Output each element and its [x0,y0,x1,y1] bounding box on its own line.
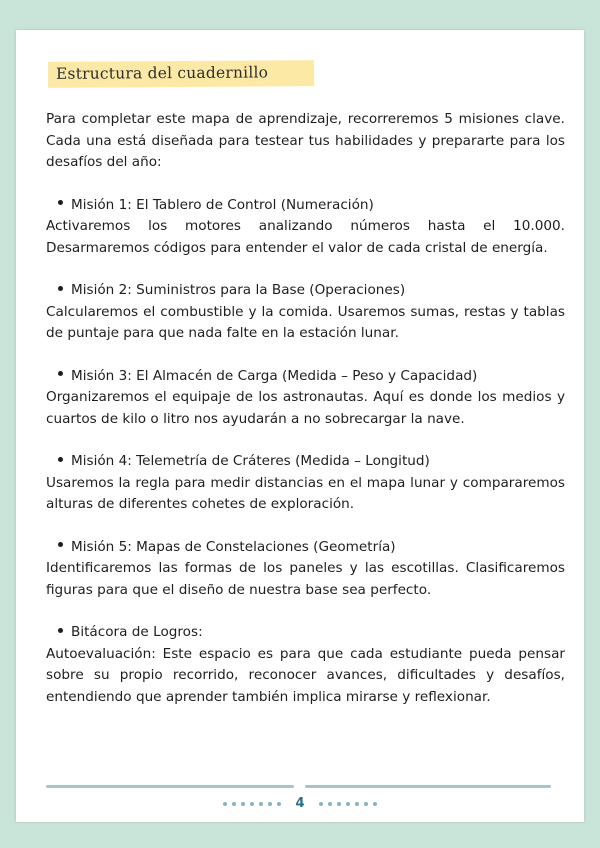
mission-heading [46,195,565,217]
dots-left-decoration [220,796,283,811]
bullet-icon [58,286,63,291]
bullet-icon [58,542,63,547]
mission-heading [46,451,565,473]
achievements-item [46,622,565,708]
bullet-icon [58,371,63,376]
mission-heading [46,537,565,559]
mission-text: Usaremos la regla para medir distancias en el mapa lunar y compararemos alturas de diferentes cohetes de exploración. [46,474,565,512]
section-title: Estructura del cuadernillo [55,63,269,83]
intro-paragraph: Para completar este mapa de aprendizaje, recorreremos 5 misiones clave. Cada una está diseñada para testear tus habilidades y prepararte para los desafíos del año: [46,111,565,170]
mission-title: Misión 4: Telemetría de Cráteres (Medida – Longitud) [71,453,430,469]
dots-right-decoration [317,796,380,811]
mission-item [46,195,565,260]
achievements-title: Bitácora de Logros: [71,624,203,640]
bullet-icon [58,200,63,205]
notebook-page [16,30,584,822]
mission-title: Misión 1: El Tablero de Control (Numeración) [71,196,374,213]
footer-divider-right [305,785,551,788]
mission-heading [46,366,565,388]
mission-item [46,451,565,516]
page-number-row [16,796,584,811]
achievements-text: Autoevaluación: Este espacio es para que cada estudiante pueda pensar sobre su propio recorrido, reconocer avances, dificultades y desafíos, entendiendo que aprender también implica mirarse y reflexionar. [46,645,565,705]
mission-title: Misión 3: El Almacén de Carga (Medida – Peso y Capacidad) [71,367,478,384]
page-content [46,109,565,729]
mission-item [46,537,565,602]
mission-title: Misión 5: Mapas de Constelaciones (Geometría) [71,538,396,555]
bullet-icon [58,628,63,633]
mission-text: Activaremos los motores analizando números hasta el 10.000. Desarmaremos códigos para entender el valor de cada cristal de energía. [46,218,565,256]
bullet-icon [58,457,63,462]
mission-item [46,366,565,431]
mission-text: Identificaremos las formas de los paneles y las escotillas. Clasificaremos figuras para que el diseño de nuestra base sea perfecto. [46,560,565,598]
mission-text: Organizaremos el equipaje de los astronautas. Aquí es donde los medios y cuartos de kilo o litro nos ayudarán a no sobrecargar la nave. [46,389,565,427]
section-title-highlight [48,60,314,88]
mission-text: Calcularemos el combustible y la comida. Usaremos sumas, restas y tablas de puntaje para que nada falte en la estación lunar. [46,303,565,341]
mission-heading [46,280,565,302]
achievements-heading [46,622,565,644]
page-number: 4 [295,796,305,811]
mission-item [46,280,565,345]
mission-title: Misión 2: Suministros para la Base (Operaciones) [71,282,406,298]
footer-divider-left [46,785,294,788]
